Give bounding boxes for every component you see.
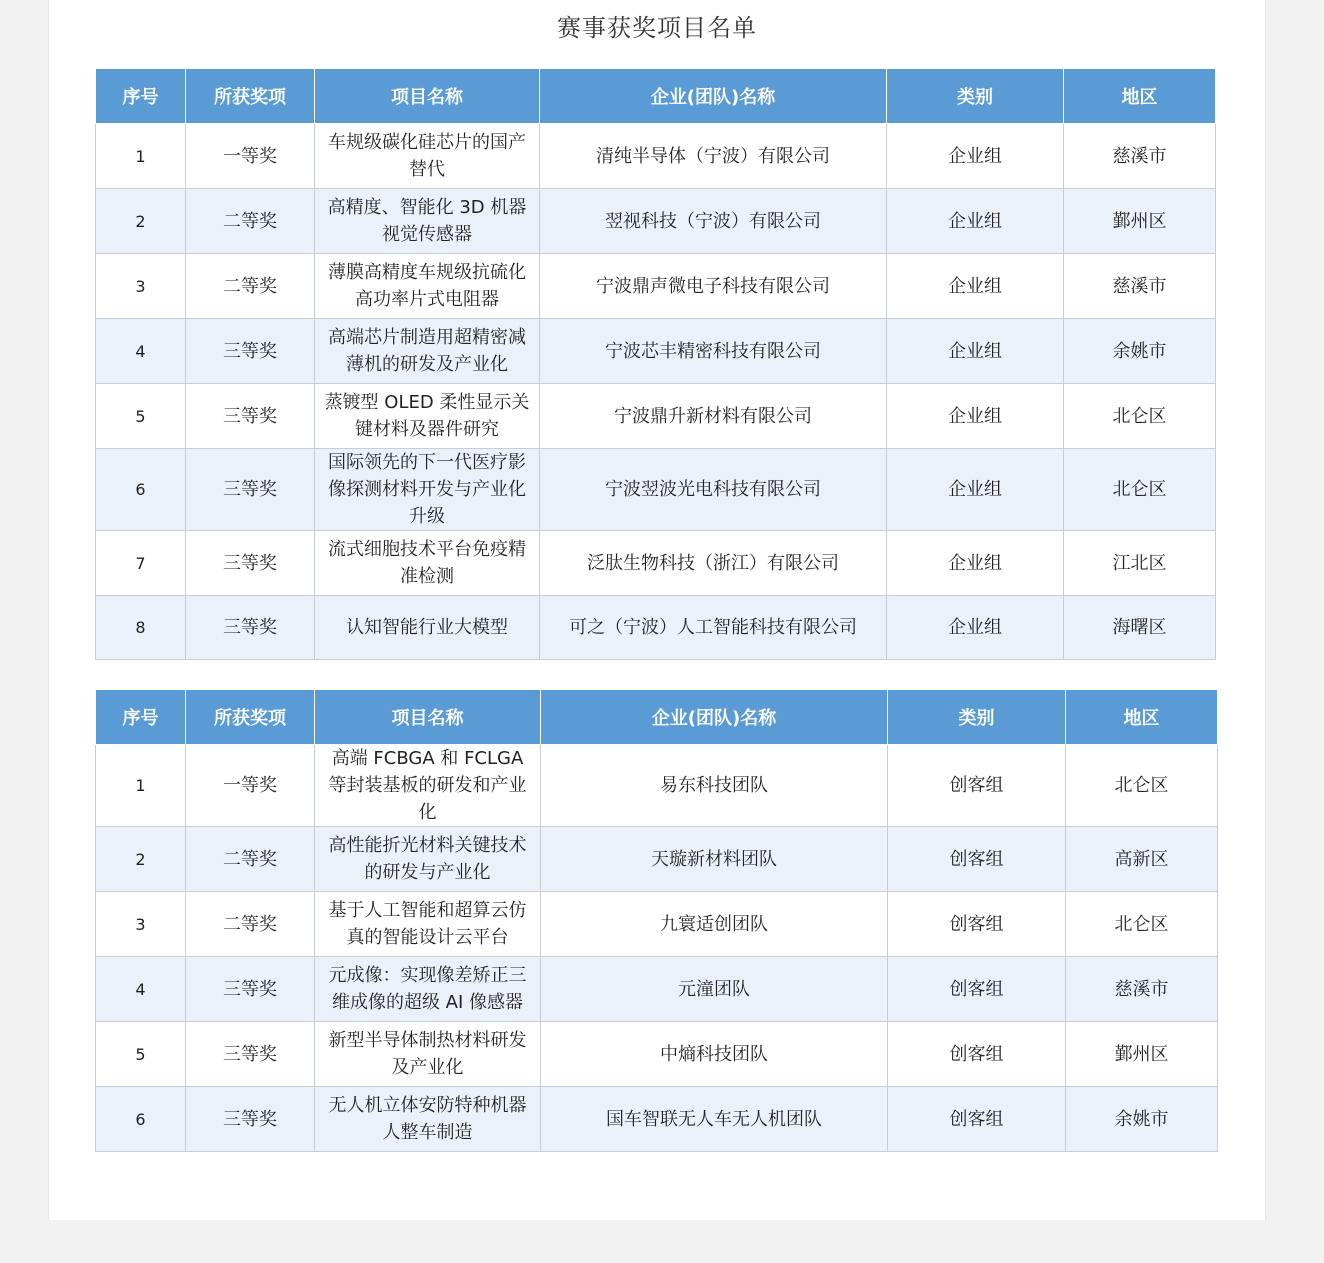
cell-no: 6 [96, 1087, 186, 1152]
cell-region: 慈溪市 [1064, 124, 1216, 189]
cell-region: 余姚市 [1066, 1087, 1218, 1152]
header-award: 所获奖项 [186, 69, 315, 124]
cell-category: 企业组 [887, 449, 1064, 531]
cell-award: 三等奖 [186, 1087, 315, 1152]
cell-project: 元成像：实现像差矫正三维成像的超级 AI 像感器 [315, 957, 541, 1022]
cell-no: 5 [96, 1022, 186, 1087]
table-row [96, 596, 1216, 660]
cell-category: 创客组 [888, 957, 1066, 1022]
header-team: 企业(团队)名称 [541, 690, 888, 745]
cell-category: 创客组 [888, 892, 1066, 957]
cell-no: 4 [96, 319, 186, 384]
cell-category: 创客组 [888, 827, 1066, 892]
cell-region: 鄞州区 [1066, 1022, 1218, 1087]
cell-team: 易东科技团队 [541, 745, 888, 827]
table-row [96, 124, 1216, 189]
cell-region: 慈溪市 [1066, 957, 1218, 1022]
cell-award: 三等奖 [186, 449, 315, 531]
cell-category: 创客组 [888, 1087, 1066, 1152]
cell-team: 中熵科技团队 [541, 1022, 888, 1087]
cell-project: 国际领先的下一代医疗影像探测材料开发与产业化升级 [315, 449, 540, 531]
cell-project: 无人机立体安防特种机器人整车制造 [315, 1087, 541, 1152]
table-row [96, 449, 1216, 531]
cell-award: 二等奖 [186, 892, 315, 957]
header-no: 序号 [96, 690, 186, 745]
cell-team: 国车智联无人车无人机团队 [541, 1087, 888, 1152]
cell-project: 高端芯片制造用超精密减薄机的研发及产业化 [315, 319, 540, 384]
cell-category: 企业组 [887, 189, 1064, 254]
cell-no: 5 [96, 384, 186, 449]
cell-team: 宁波鼎声微电子科技有限公司 [540, 254, 887, 319]
table-row [96, 254, 1216, 319]
cell-award: 二等奖 [186, 189, 315, 254]
cell-category: 创客组 [888, 745, 1066, 827]
cell-team: 天璇新材料团队 [541, 827, 888, 892]
cell-award: 三等奖 [186, 384, 315, 449]
cell-award: 一等奖 [186, 745, 315, 827]
header-no: 序号 [96, 69, 186, 124]
header-category: 类别 [887, 69, 1064, 124]
cell-team: 宁波鼎升新材料有限公司 [540, 384, 887, 449]
cell-region: 北仑区 [1064, 449, 1216, 531]
cell-category: 企业组 [887, 124, 1064, 189]
cell-no: 1 [96, 745, 186, 827]
cell-project: 薄膜高精度车规级抗硫化高功率片式电阻器 [315, 254, 540, 319]
header-team: 企业(团队)名称 [540, 69, 887, 124]
enterprise-award-table [95, 69, 1216, 660]
cell-award: 三等奖 [186, 1022, 315, 1087]
cell-project: 认知智能行业大模型 [315, 596, 540, 660]
header-category: 类别 [888, 690, 1066, 745]
table-row [96, 892, 1218, 957]
cell-project: 高精度、智能化 3D 机器视觉传感器 [315, 189, 540, 254]
cell-no: 8 [96, 596, 186, 660]
cell-team: 九寰适创团队 [541, 892, 888, 957]
cell-project: 新型半导体制热材料研发及产业化 [315, 1022, 541, 1087]
header-project: 项目名称 [315, 690, 541, 745]
table-row [96, 189, 1216, 254]
cell-award: 一等奖 [186, 124, 315, 189]
cell-award: 三等奖 [186, 531, 315, 596]
header-region: 地区 [1064, 69, 1216, 124]
cell-team: 清纯半导体（宁波）有限公司 [540, 124, 887, 189]
cell-project: 高性能折光材料关键技术的研发与产业化 [315, 827, 541, 892]
cell-category: 企业组 [887, 319, 1064, 384]
cell-award: 二等奖 [186, 827, 315, 892]
cell-no: 2 [96, 189, 186, 254]
cell-team: 泛肽生物科技（浙江）有限公司 [540, 531, 887, 596]
cell-category: 企业组 [887, 254, 1064, 319]
cell-no: 3 [96, 892, 186, 957]
table-row [96, 827, 1218, 892]
table-row [96, 319, 1216, 384]
cell-award: 三等奖 [186, 596, 315, 660]
cell-region: 北仑区 [1066, 745, 1218, 827]
cell-team: 可之（宁波）人工智能科技有限公司 [540, 596, 887, 660]
table-row [96, 384, 1216, 449]
cell-region: 高新区 [1066, 827, 1218, 892]
cell-no: 4 [96, 957, 186, 1022]
cell-region: 海曙区 [1064, 596, 1216, 660]
cell-project: 车规级碳化硅芯片的国产替代 [315, 124, 540, 189]
header-project: 项目名称 [315, 69, 540, 124]
cell-no: 2 [96, 827, 186, 892]
cell-project: 蒸镀型 OLED 柔性显示关键材料及器件研究 [315, 384, 540, 449]
cell-region: 慈溪市 [1064, 254, 1216, 319]
cell-no: 1 [96, 124, 186, 189]
cell-category: 企业组 [887, 596, 1064, 660]
table-row [96, 1087, 1218, 1152]
cell-category: 企业组 [887, 384, 1064, 449]
cell-region: 余姚市 [1064, 319, 1216, 384]
cell-team: 翌视科技（宁波）有限公司 [540, 189, 887, 254]
cell-no: 3 [96, 254, 186, 319]
table-row [96, 531, 1216, 596]
cell-category: 创客组 [888, 1022, 1066, 1087]
cell-team: 元潼团队 [541, 957, 888, 1022]
cell-no: 7 [96, 531, 186, 596]
table-row [96, 957, 1218, 1022]
cell-award: 三等奖 [186, 957, 315, 1022]
cell-project: 高端 FCBGA 和 FCLGA 等封装基板的研发和产业化 [315, 745, 541, 827]
table-row [96, 745, 1218, 827]
cell-award: 三等奖 [186, 319, 315, 384]
cell-category: 企业组 [887, 531, 1064, 596]
header-region: 地区 [1066, 690, 1218, 745]
cell-project: 流式细胞技术平台免疫精准检测 [315, 531, 540, 596]
table-header-row [96, 69, 1216, 124]
cell-project: 基于人工智能和超算云仿真的智能设计云平台 [315, 892, 541, 957]
cell-region: 鄞州区 [1064, 189, 1216, 254]
article-card [48, 0, 1266, 1220]
table-row [96, 1022, 1218, 1087]
maker-award-table [95, 690, 1218, 1152]
cell-region: 北仑区 [1064, 384, 1216, 449]
cell-region: 北仑区 [1066, 892, 1218, 957]
cell-team: 宁波芯丰精密科技有限公司 [540, 319, 887, 384]
cell-region: 江北区 [1064, 531, 1216, 596]
header-award: 所获奖项 [186, 690, 315, 745]
cell-team: 宁波翌波光电科技有限公司 [540, 449, 887, 531]
cell-award: 二等奖 [186, 254, 315, 319]
table-header-row [96, 690, 1218, 745]
page-title: 赛事获奖项目名单 [557, 14, 757, 42]
cell-no: 6 [96, 449, 186, 531]
